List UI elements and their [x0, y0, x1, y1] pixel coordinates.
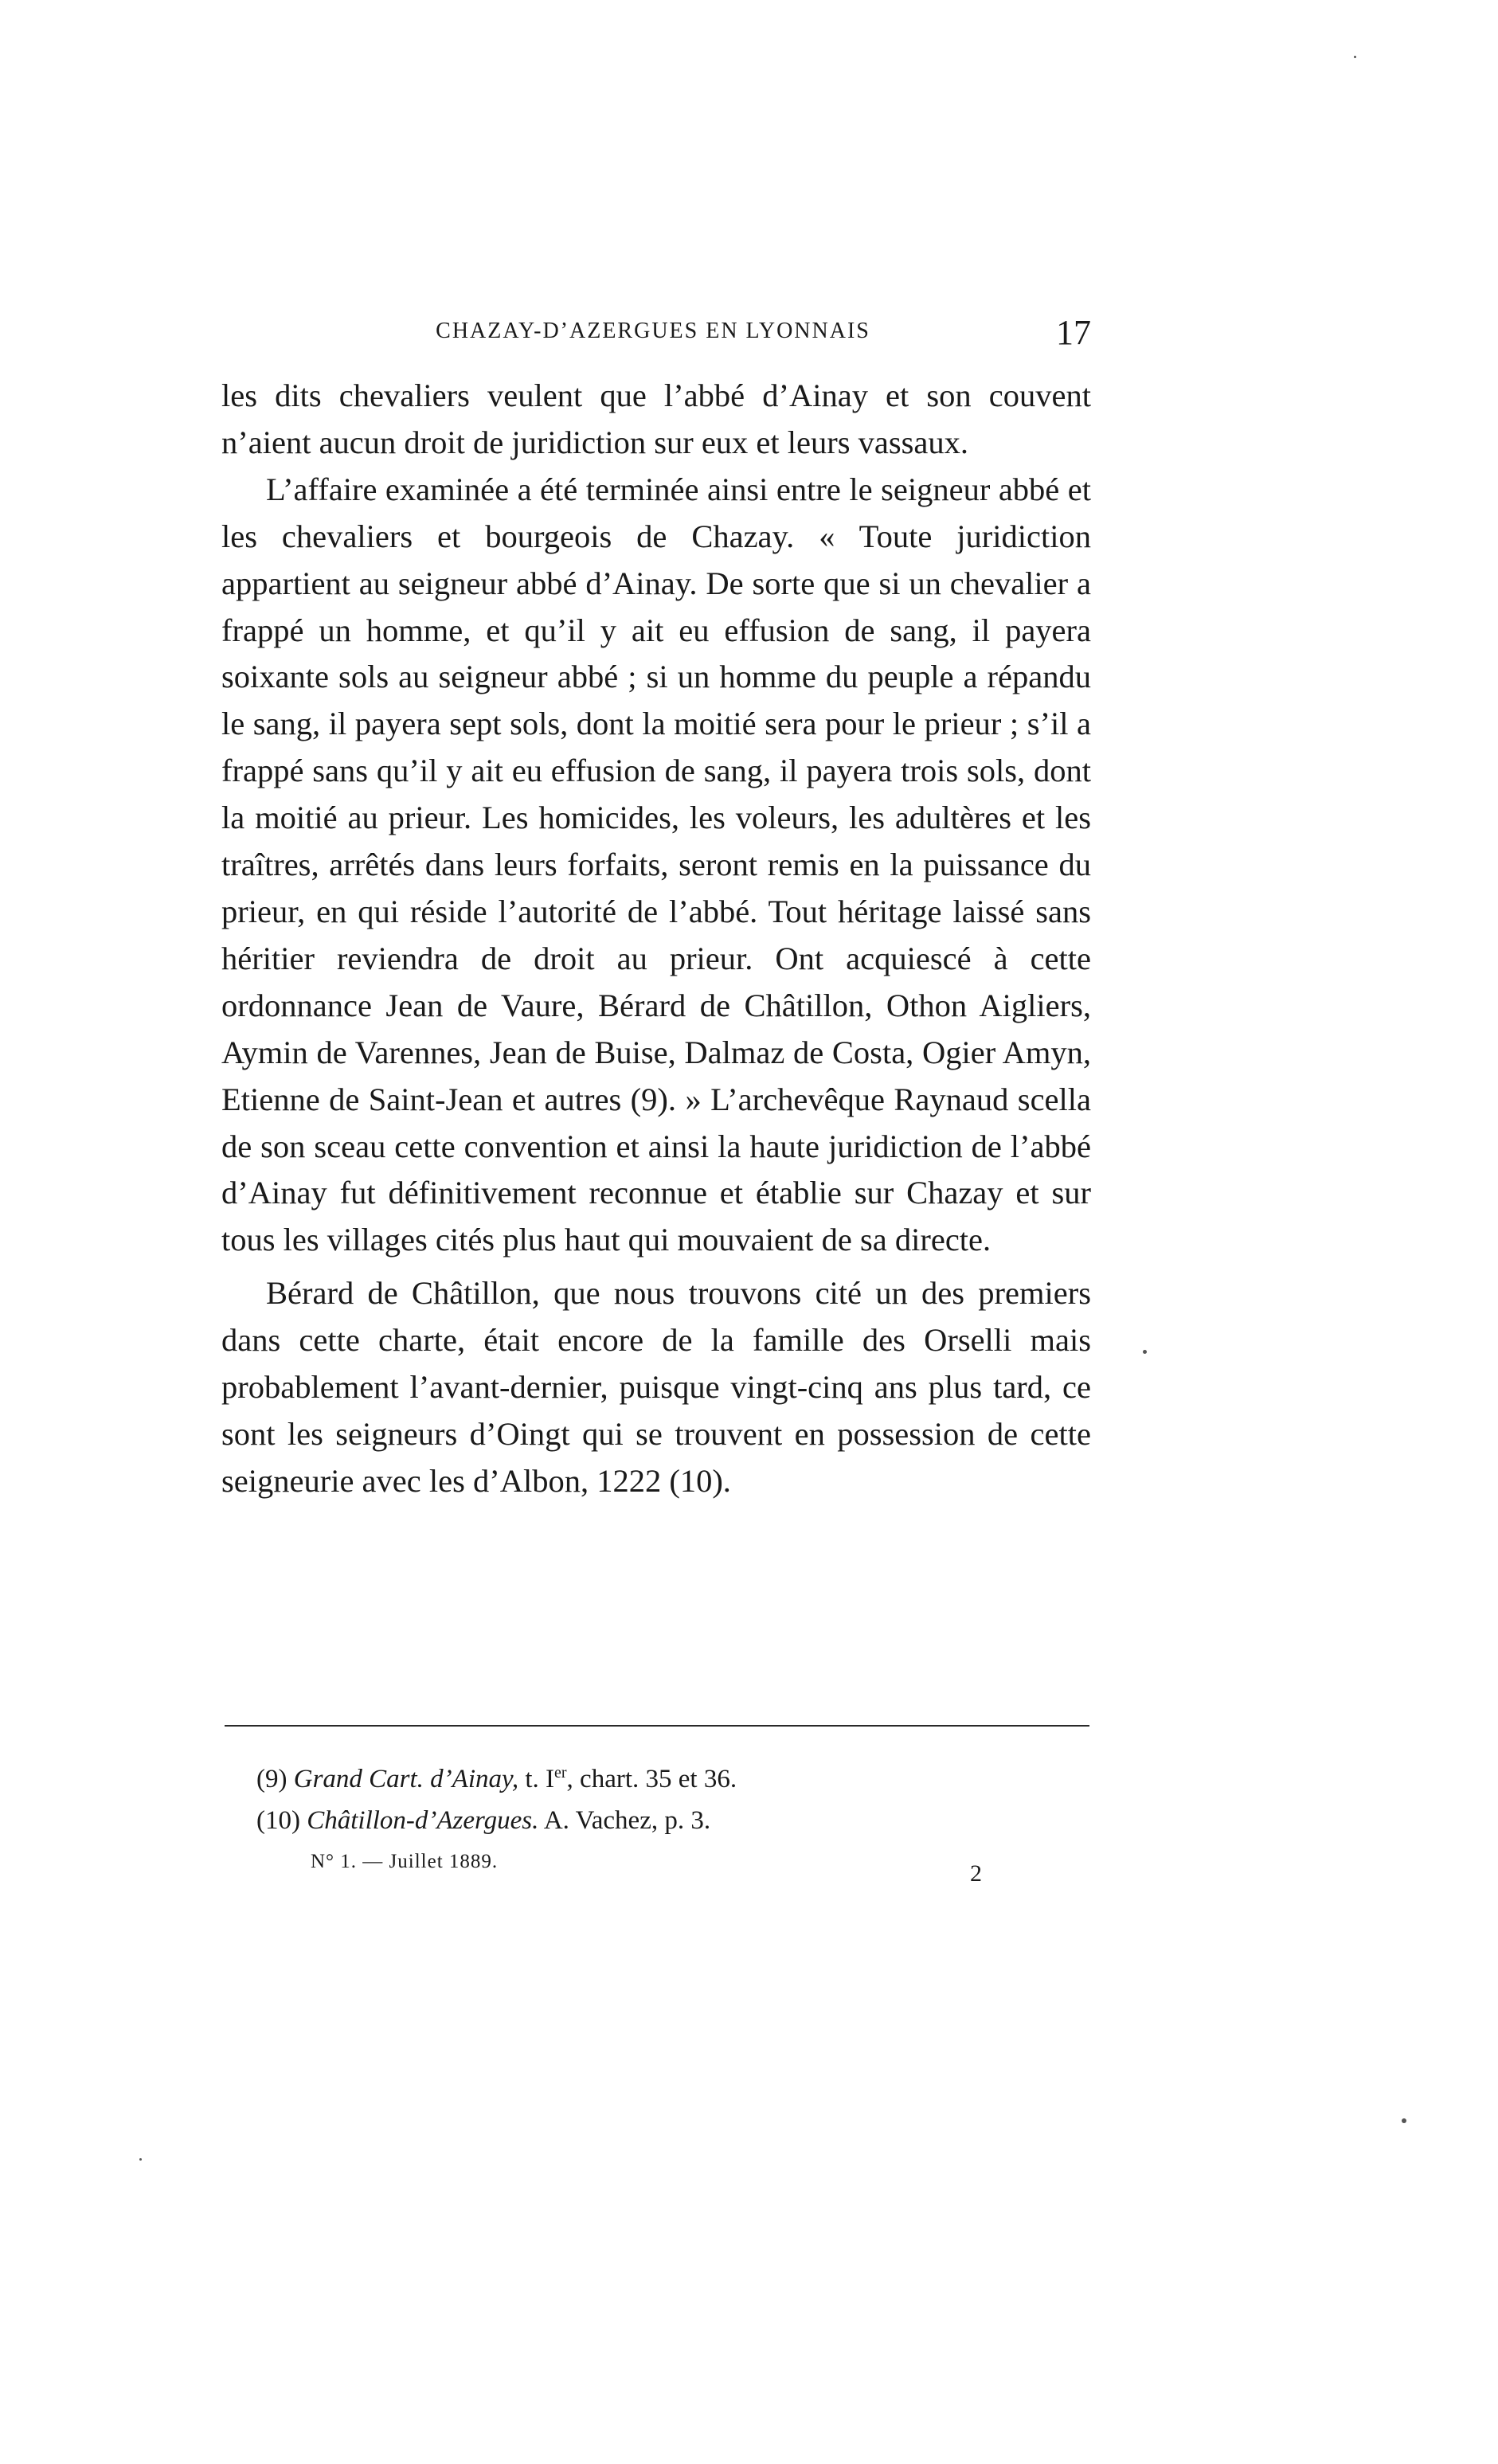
footnote-10-rest: A. Vachez, p. 3. [543, 1806, 711, 1835]
footnote-9-number: (9) [256, 1765, 287, 1793]
scan-speck [1143, 1350, 1147, 1354]
footnote-9-title: Grand Cart. d’Ainay, [293, 1765, 519, 1793]
footnote-10 [256, 1800, 1085, 1841]
footnote-9 [256, 1758, 1085, 1800]
scan-speck [1402, 2118, 1406, 2123]
scan-speck [1354, 56, 1356, 58]
signature-mark: 2 [970, 1860, 982, 1887]
footnotes [256, 1758, 1085, 1841]
footnote-10-number: (10) [256, 1806, 300, 1835]
body-text [221, 373, 1091, 1505]
footnote-9-tome-sup: er [554, 1764, 567, 1782]
footnote-rule [225, 1725, 1089, 1727]
page-number: 17 [1056, 313, 1091, 352]
paragraph-judgment: L’affaire examinée a été terminée ainsi entre le seigneur abbé et les chevaliers et bourgeois de Chazay. « Toute juridiction appartient au seigneur abbé d’Ainay. De sorte que si un chevalier a frappé un homme, et qu’il y ait eu effusion de sang, il payera soixante sols au seigneur abbé ; si un homme du peuple a répandu le sang, il payera sept sols, dont la moitié sera pour le prieur ; s’il a frappé sans qu’il y ait eu effusion de sang, il payera trois sols, dont la moitié au prieur. Les homicides, les voleurs, les adultères et les traîtres, arrêtés dans leurs forfaits, seront remis en la puissance du prieur, en qui réside l’autorité de l’abbé. Tout héritage laissé sans héritier reviendra de droit au prieur. Ont acquiescé à cette ordonnance Jean de Vaure, Bérard de Châtillon, Othon Aigliers, Aymin de Varennes, Jean de Buise, Dalmaz de Costa, Ogier Amyn, Etienne de Saint-Jean et autres (9). » L’archevêque Raynaud scella de son sceau cette convention et ainsi la haute juridiction de l’abbé d’Ainay fut définitivement reconnue et établie sur Chazay et sur tous les villages cités plus haut qui mouvaient de sa directe. [221, 471, 1091, 1258]
paragraph-berard: Bérard de Châtillon, que nous trouvons cité un des premiers dans cette charte, était encore de la famille des Orselli mais probablement l’avant-dernier, puisque vingt-cinq ans plus tard, ce sont les seigneurs d’Oingt qui se trouvent en possession de cette seigneurie avec les d’Albon, 1222 (10). [221, 1275, 1091, 1499]
paragraph-continuation: les dits chevaliers veulent que l’abbé d’Ainay et son couvent n’aient aucun droit de juridiction sur eux et leurs vassaux. [221, 377, 1091, 460]
footnote-9-tome: t. I [525, 1765, 554, 1793]
footnote-10-title: Châtillon-d’Azergues. [307, 1806, 539, 1835]
issue-line: N° 1. — Juillet 1889. [311, 1851, 499, 1872]
footnote-9-rest: , chart. 35 et 36. [566, 1765, 737, 1793]
running-head [223, 312, 1091, 360]
running-title: CHAZAY-D’AZERGUES EN LYONNAIS [436, 319, 870, 343]
scan-speck [139, 2158, 142, 2161]
